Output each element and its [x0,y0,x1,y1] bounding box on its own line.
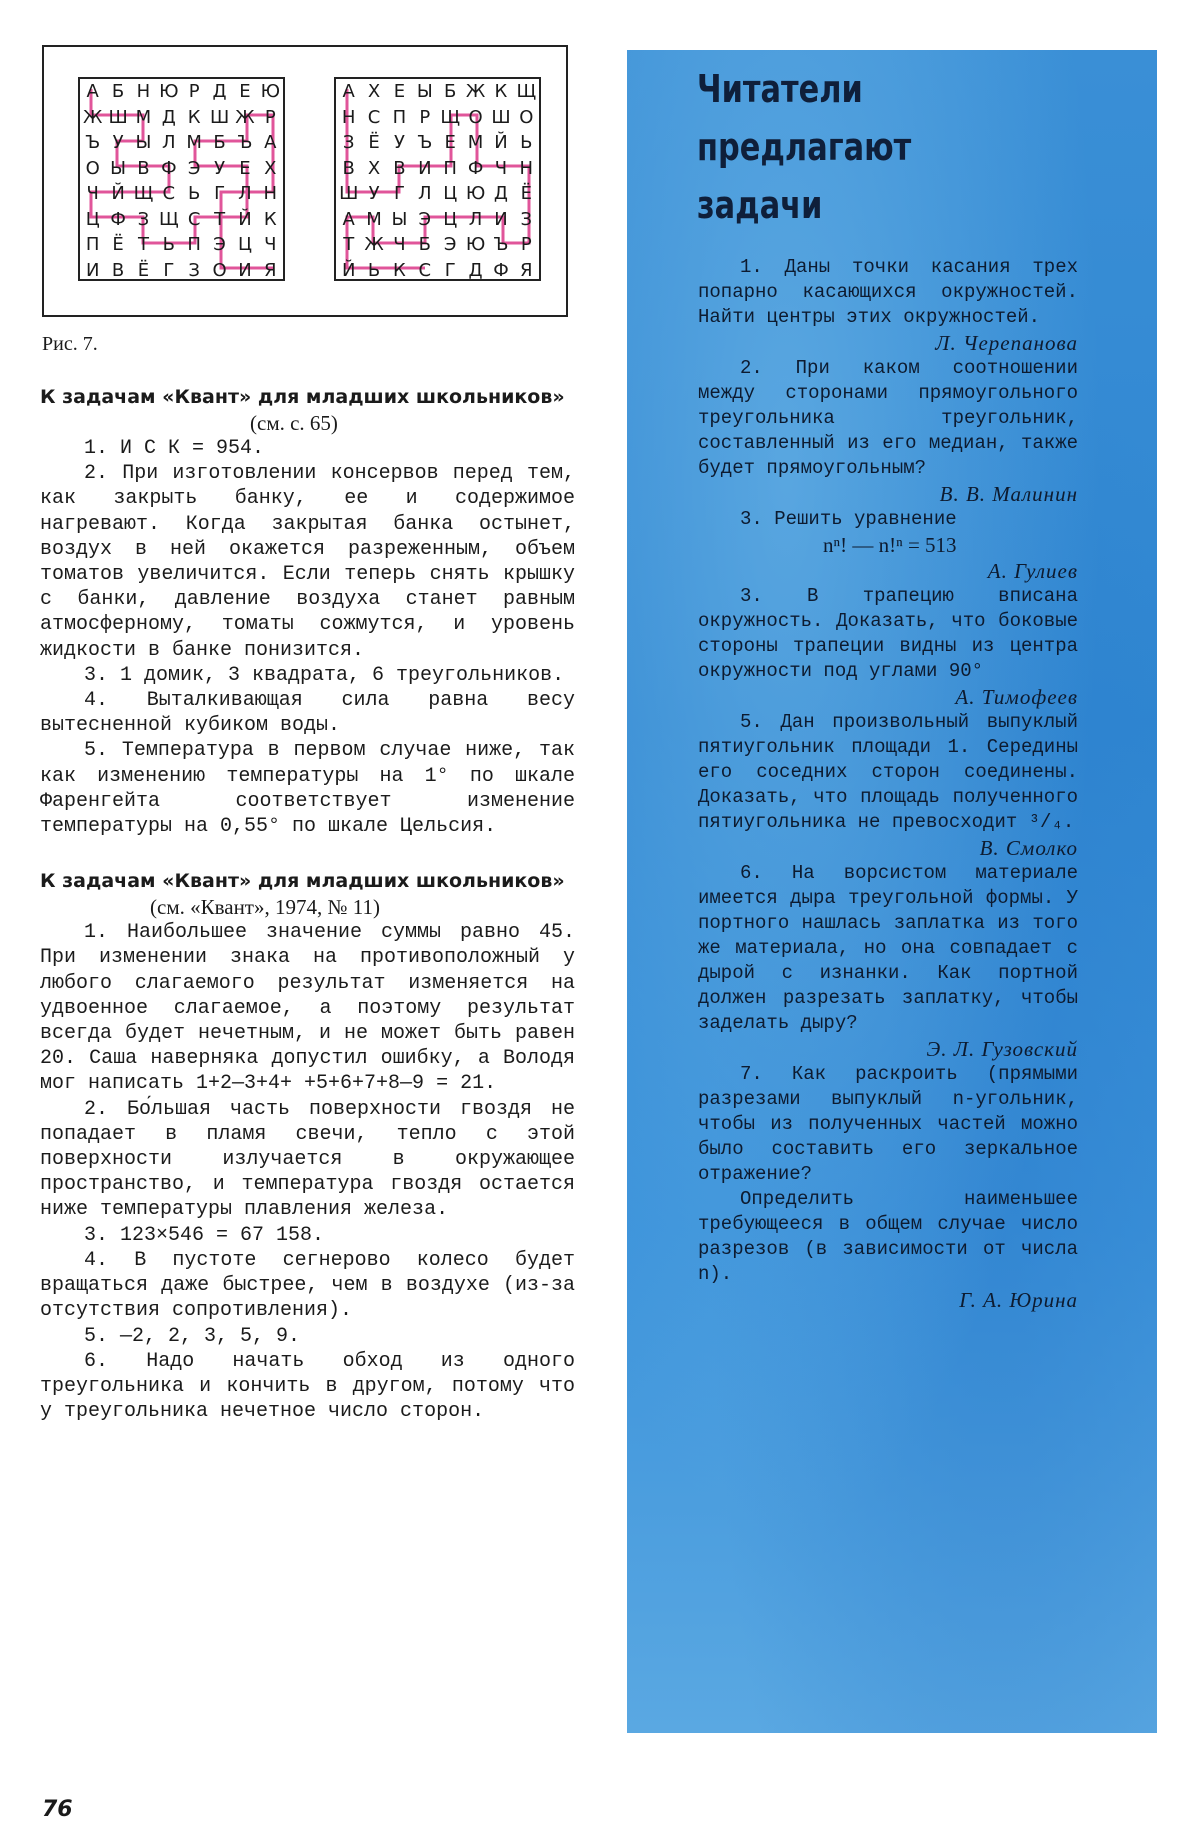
problem-text: 6. На ворсистом материале имеется дыра треугольной формы. У портного нашлась заплатка из того же материала, но она совпадает с дырой с изнанки. Как портной должен разрезать заплатку, чтобы заделать дыру? [698,862,1078,1034]
answer-item: 5. —2, 2, 3, 5, 9. [84,1324,301,1348]
grid-letter: Р [188,81,200,103]
grid-letter: З [137,208,150,230]
grid-letter: Ф [467,157,484,179]
grid-letter: Ш [209,106,230,128]
problem-text: 1. Даны точки касания трех попарно касающихся окружностей. Найти центры этих окружностей. [698,256,1078,328]
problem-text: 3. В трапецию вписана окружность. Доказать, что боковые стороны трапеции видны из центра окружности под углами 90° [698,585,1078,682]
grid-letter: Ж [465,81,486,103]
grid-letter: Н [519,157,534,179]
grid-letter: Ь [520,132,533,154]
grid-letter: А [264,132,277,154]
grid-letter: Г [393,183,405,205]
grid-letter: Ч [494,157,508,179]
grid-letter: А [86,81,99,103]
problem-author: Э. Л. Гузовский [926,1037,1078,1061]
grid-letter: Ъ [493,234,509,256]
grid-letter: Л [238,183,252,205]
grid-letter: Х [367,157,381,179]
grid-letter: Ц [237,234,252,256]
grid-row [336,130,539,156]
grid-letter: З [520,208,533,230]
grid-letter: Д [161,106,176,128]
grid-letter: Ц [443,183,458,205]
figure-caption: Рис. 7. [42,333,98,355]
grid-letter: Г [214,183,226,205]
grid-letter: Ю [260,81,281,103]
problem-text: 2. При каком соотношении между сторонами прямоугольного треугольника треугольник, составленный из его медиан, также будет прямоугольным? [698,357,1078,479]
grid-letter: О [212,259,227,281]
grid-letter: Э [187,157,201,179]
answer-item: 4. Выталкивающая сила равна весу вытесненной кубиком воды. [40,689,575,738]
grid-letter: П [187,234,201,256]
section1-title: К задачам «Квант» для младших школьников» [40,386,565,408]
grid-letter: Д [212,81,227,103]
grid-letter: Ъ [417,132,433,154]
grid-letter: В [111,259,125,281]
grid-letter: К [393,259,406,281]
answers-column [40,385,575,1424]
grid-row [336,156,539,182]
grid-letter: Е [444,132,456,154]
grid-row [80,207,283,233]
problem-text: 7. Как раскроить (прямыми разрезами выпуклый n-угольник, чтобы из полученных частей можно было составить его зеркальное отражение? [698,1063,1078,1185]
grid-letter: Я [264,259,277,281]
grid-row [80,105,283,131]
grid-letter: Э [213,234,226,256]
grid-letter: И [418,157,432,179]
grid-letter: Ч [86,183,99,205]
grid-row [80,130,283,156]
grid-letter: У [393,132,405,154]
grid-letter: Б [418,234,431,256]
grid-letter: Щ [440,106,461,128]
grid-letter: М [467,132,484,154]
grid-row [336,258,539,284]
grid-letter: Л [418,183,432,205]
grid-letter: П [85,234,100,256]
grid-letter: Й [238,208,252,230]
grid-letter: Л [468,208,483,230]
grid-row [336,207,539,233]
grid-letter: Ь [367,259,381,281]
grid-letter: Э [418,208,432,230]
page-number: 76 [42,1797,73,1822]
grid-letter: Ё [368,132,380,154]
grid-letter: О [468,106,483,128]
answer-item: 5. Температура в первом случае ниже, так как изменению температуры на 1° по шкале Фаренгейта соответствует изменение температуры на 0,55° по шкале Цельсия. [40,739,575,839]
grid-row [80,79,283,105]
grid-letter: Ш [339,183,359,205]
grid-letter: Р [520,234,532,256]
grid-letter: Д [493,183,508,205]
grid-letter: Ф [110,208,126,230]
grid-letter: Я [520,259,533,281]
panel-title-line: предлагают [697,125,912,169]
grid-letter: Е [239,157,251,179]
grid-letter: Э [443,234,457,256]
grid-letter: Б [111,81,125,103]
letter-grid-left [78,77,285,281]
grid-letter: В [137,157,150,179]
answer-item: 2. Бо́льшая часть поверхности гвоздя не попадает в пламя свечи, тепло с этой поверхности излучается в окружающее пространство, и температура гвоздя остается ниже температуры плавления железа. [40,1097,575,1222]
panel-title-line: задачи [697,183,823,227]
grid-letter: У [214,157,226,179]
grid-letter: Ц [443,208,458,230]
grid-letter: Ы [110,157,126,179]
answer-item: 1. И С К = 954. [84,437,265,460]
grid-letter: Ч [264,234,277,256]
grid-letter: Щ [158,208,179,230]
section1-ref: (см. с. 65) [250,411,338,435]
grid-letter: Щ [516,81,537,103]
grid-letter: Ж [364,234,384,256]
grid-letter: Н [341,106,356,128]
grid-letter: Х [367,81,381,103]
grid-letter: Ы [391,208,408,230]
grid-letter: Ё [112,234,124,256]
answer-item: 3. 1 домик, 3 квадрата, 6 треугольников. [84,663,565,687]
grid-letter: З [342,132,355,154]
grid-letter: Е [393,81,406,103]
grid-letter: Б [213,132,226,154]
grid-letter: Ш [108,106,128,128]
grid-row [80,156,283,182]
grid-row [80,232,283,258]
grid-letter: О [519,106,534,128]
grid-letter: Н [263,183,278,205]
grid-letter: И [494,208,508,230]
answer-item: 6. Надо начать обход из одного треугольника и кончить в другом, потому что у треугольника нечетное число сторон. [40,1349,575,1424]
problem-author: В. В. Малинин [939,482,1078,506]
answer-item: 4. В пустоте сегнерово колесо будет вращаться даже быстрее, чем в воздухе (из-за отсутствия сопротивления). [40,1248,575,1323]
grid-letter: Ф [493,259,509,281]
grid-letter: Т [214,208,226,230]
grid-letter: Ч [393,234,406,256]
panel-title [697,60,937,234]
grid-letter: Ю [159,81,179,103]
grid-letter: П [443,157,457,179]
problem-author: Г. А. Юрина [959,1288,1078,1312]
grid-letter: У [112,132,124,154]
grid-letter: Ф [161,157,177,179]
grid-row [80,258,283,284]
grid-letter: В [342,157,355,179]
problem-author: А. Тимофеев [955,685,1078,709]
grid-letter: Ю [465,183,486,205]
figure-letter-grids [42,45,568,317]
grid-letter: И [238,259,252,281]
problem-text: 3. Решить уравнение [740,508,957,530]
grid-letter: Ь [162,234,175,256]
grid-letter: С [162,183,176,205]
grid-letter: С [187,208,201,230]
problem-text: 5. Дан произвольный выпуклый пятиугольник площади 1. Середины его соседних сторон соединены. Доказать, что площадь полученного пятиугольника не превосходит ³/₄. [698,711,1078,833]
grid-row [80,181,283,207]
letter-grid-right [334,77,541,281]
grid-letter: Е [239,81,251,103]
grid-letter: Р [264,106,276,128]
grid-letter: Ъ [237,132,253,154]
grid-letter: А [342,208,355,230]
grid-letter: К [263,208,277,230]
grid-letter: М [135,106,152,128]
answer-item: 2. При изготовлении консервов перед тем, как закрыть банку, ее и содержимое нагревают. Когда закрытая банка остынет, воздух в ней окажется разреженным, объем томатов увеличится. Если теперь снять крышку с банки, давление воздуха станет равным атмосферному, томаты сожмутся, и уровень жидкости в банке понизится. [40,462,575,662]
grid-letter: Ц [85,208,100,230]
grid-letter: Н [136,81,151,103]
grid-letter: П [392,106,407,128]
reader-problems-panel [627,50,1157,1733]
grid-row [336,105,539,131]
grid-letter: У [368,183,380,205]
panel-problems [698,255,1078,1313]
grid-letter: С [367,106,381,128]
grid-row [336,181,539,207]
grid-letter: Т [343,234,355,256]
grid-letter: Ь [188,183,201,205]
answer-item: 1. Наибольшее значение суммы равно 45. При изменении знака на противоположный у любого слагаемого результат изменяется на удвоенное слагаемое, а поэтому результат всегда будет нечетным, и не может быть равен 20. Саша наверняка допустил ошибку, а Володя мог написать 1+2—3+4+ +5+6+7+8—9 = 21. [40,921,575,1096]
problem-author: Л. Черепанова [935,331,1078,355]
grid-letter: Ж [82,106,103,128]
grid-letter: Г [163,259,175,281]
grid-letter: Й [341,259,356,281]
grid-letter: Ы [135,132,152,154]
grid-letter: Й [111,183,125,205]
panel-title-line: Читатели [697,67,863,111]
grid-row [336,232,539,258]
grid-letter: Ё [137,259,150,281]
section1-items [40,436,575,839]
section2-title: К задачам «Квант» для младших школьников» [40,870,565,893]
grid-letter: Б [444,81,457,103]
problem-formula: nⁿ! — n!ⁿ = 513 [823,533,957,557]
grid-letter: Ш [491,106,511,128]
section2-ref: (см. «Квант», 1974, № 11) [150,895,380,920]
grid-letter: Л [162,132,176,154]
grid-letter: Х [264,157,277,179]
grid-letter: М [186,132,202,154]
section2-items [40,920,575,1424]
grid-letter: Г [444,259,456,281]
answer-item: 3. 123×546 = 67 158. [84,1223,325,1247]
grid-row [336,79,539,105]
grid-letter: Д [468,259,483,281]
grid-letter: К [494,81,508,103]
grid-letter: Ж [235,106,255,128]
grid-letter: Й [494,132,508,154]
grid-letter: К [187,106,201,128]
grid-letter: З [188,259,200,281]
grid-letter: О [85,157,100,179]
grid-letter: М [366,208,382,230]
grid-letter: В [393,157,406,179]
grid-letter: С [418,259,432,281]
grid-letter: Ъ [85,132,101,154]
grid-letter: Р [419,106,431,128]
grid-letter: Ю [465,234,486,256]
grid-letter: Ё [520,183,532,205]
problem-text-continued: Определить наименьшее требующееся в общем случае число разрезов (в зависимости от числа n). [698,1188,1078,1285]
grid-letter: И [85,259,100,281]
grid-letter: Щ [133,183,154,205]
grid-letter: Т [137,234,149,256]
problem-author: В. Смолко [979,836,1078,860]
problem-author: А. Гулиев [987,559,1078,583]
grid-letter: А [342,81,355,103]
grid-letter: Ы [416,81,433,103]
